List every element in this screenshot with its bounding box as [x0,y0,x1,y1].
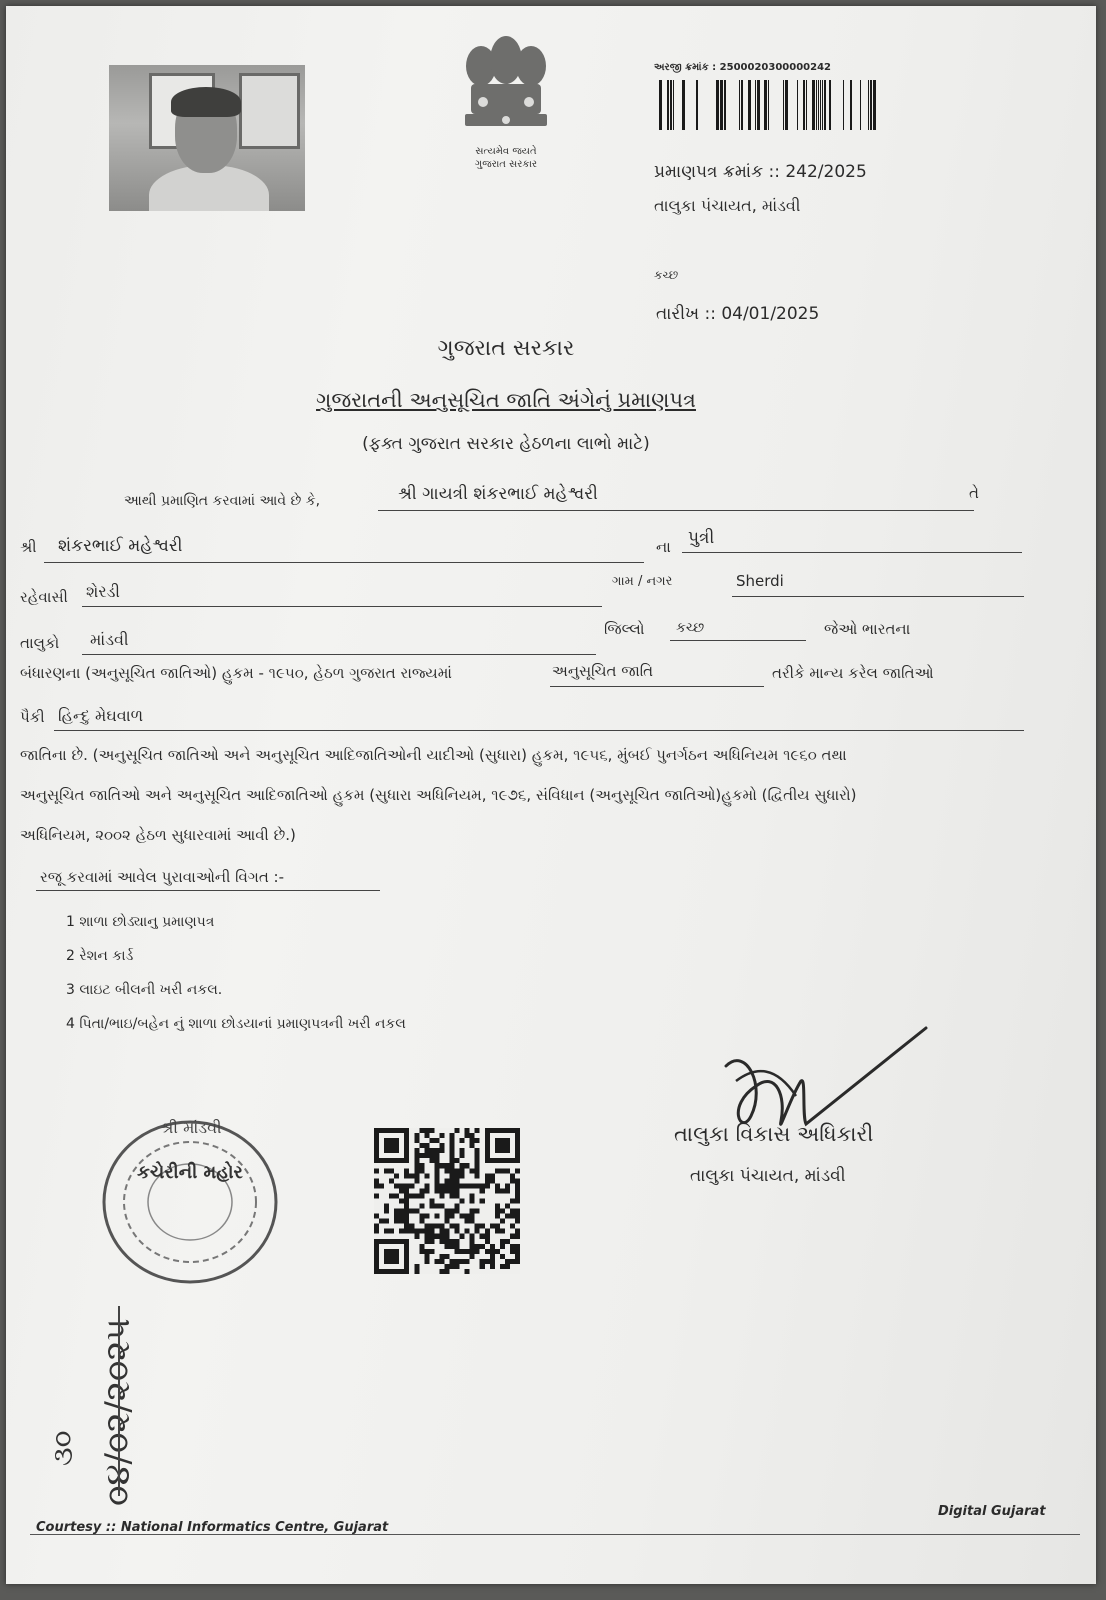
seal-center-text: કચેરીની મહોર [137,1162,243,1183]
holder-name: શ્રી ગાયત્રી શંકરભાઈ મહેશ્વરી [398,484,598,504]
office-seal-icon [98,1116,282,1288]
constitution-text: બંધારણના (અનુસૂચિત જાતિઓ) હુકમ - ૧૯૫૦, હેઠળ ગુજરાત રાજ્યમાં [20,664,452,682]
relation: પુત્રી [688,528,715,548]
evidence-heading: રજૂ કરવામાં આવેલ પુરાવાઓની વિગત :- [40,868,285,886]
caste-value: હિન્દુ મેઘવાળ [58,706,144,725]
legal-text-line-2: અનુસૂચિત જાતિઓ અને અનુસૂચિત આદિજાતિઓ હુકમ (સુધારા અધિનિયમ, ૧૯૭૬, સંવિધાન (અનુસૂચિત જાતિઓ)હુકમો (દ્વિતીય સુધારો) [20,786,857,804]
issuing-district: કચ્છ [654,268,679,282]
resident-label: રહેવાસી [20,588,68,606]
evidence-item: 1 શાળા છોડ્યાનુ પ્રમાણપત્ર [66,914,215,930]
evidence-item: 2 રેશન કાર્ડ [66,948,134,964]
evidence-item: 4 પિતા/ભાઇ/બહેન નું શાળા છોડયાનાં પ્રમાણપત્રની ખરી નકલ [66,1016,406,1032]
issuing-office: તાલુકા પંચાયત, માંડવી [654,196,801,215]
footer-brand: Digital Gujarat [938,1504,1046,1519]
government-title: ગુજરાત સરકાર [437,336,575,361]
seal-top-text: શ્રી માંડવી [160,1118,222,1137]
officer-title: તાલુકા વિકાસ અધિકારી [674,1122,874,1146]
intro-text: આથી પ્રમાણિત કરવામાં આવે છે કે, [124,493,321,509]
te-text: તે [969,484,979,502]
national-emblem-icon [451,34,561,149]
shri-label: શ્રી [20,538,37,556]
certificate-date: તારીખ :: 04/01/2025 [656,304,820,324]
recognized-text: તરીકે માન્ય કરેલ જાતિઓ [772,664,934,682]
officer-office: તાલુકા પંચાયત, માંડવી [690,1166,846,1186]
na-label: ના [656,538,671,556]
handwritten-number: ૩૦ [46,1430,79,1466]
father-name: શંકરભાઈ મહેશ્વરી [58,536,183,556]
resident-value: શેરડી [86,582,120,601]
certificate-subtitle: (ફક્ત ગુજરાત સરકાર હેઠળના લાભો માટે) [362,434,650,454]
district-value: કચ્છ [676,620,705,636]
evidence-item: 3 લાઇટ બીલની ખરી નકલ. [66,982,223,998]
category-value: અનુસૂચિત જાતિ [552,662,654,680]
legal-text-line-3: અધિનિયમ, ૨૦૦૨ હેઠળ સુધારવામાં આવી છે.) [20,826,296,844]
among-label: પૈકી [20,708,45,726]
emblem-caption: ગુજરાત સરકાર [474,159,538,170]
district-label: જિલ્લો [604,620,645,638]
barcode-icon [656,80,882,130]
application-number: અરજી ક્રમાંક : 2500020300000242 [654,62,831,73]
certificate-title: ગુજરાતની અનુસૂચિત જાતિ અંગેનું પ્રમાણપત્ર [316,388,696,412]
taluka-label: તાલુકો [20,634,60,652]
legal-text-line-1: જાતિના છે. (અનુસૂચિત જાતિઓ અને અનુસૂચિત આદિજાતિઓની યાદીઓ (સુધારા) હુકમ, ૧૯૫૬, મુંબઈ પુનર્ગઠન અધિનિયમ ૧૯૬૦ તથા [20,746,847,764]
taluka-value: માંડવી [90,630,129,649]
certificate-page [6,6,1096,1584]
emblem-motto: સત્યમેવ જયતે [475,146,537,157]
india-text: જેઓ ભારતના [824,620,911,638]
village-label: ગામ / નગર [612,574,673,589]
footer-courtesy: Courtesy :: National Informatics Centre, Gujarat [36,1520,389,1535]
certificate-number: પ્રમાણપત્ર ક્રમાંક :: 242/2025 [654,162,867,182]
village-value: Sherdi [736,572,784,590]
applicant-photo [109,65,305,211]
qr-code-icon [374,1126,520,1276]
handwritten-date: ૦૪/૦૨/૨૦૨૫ [98,1318,138,1506]
